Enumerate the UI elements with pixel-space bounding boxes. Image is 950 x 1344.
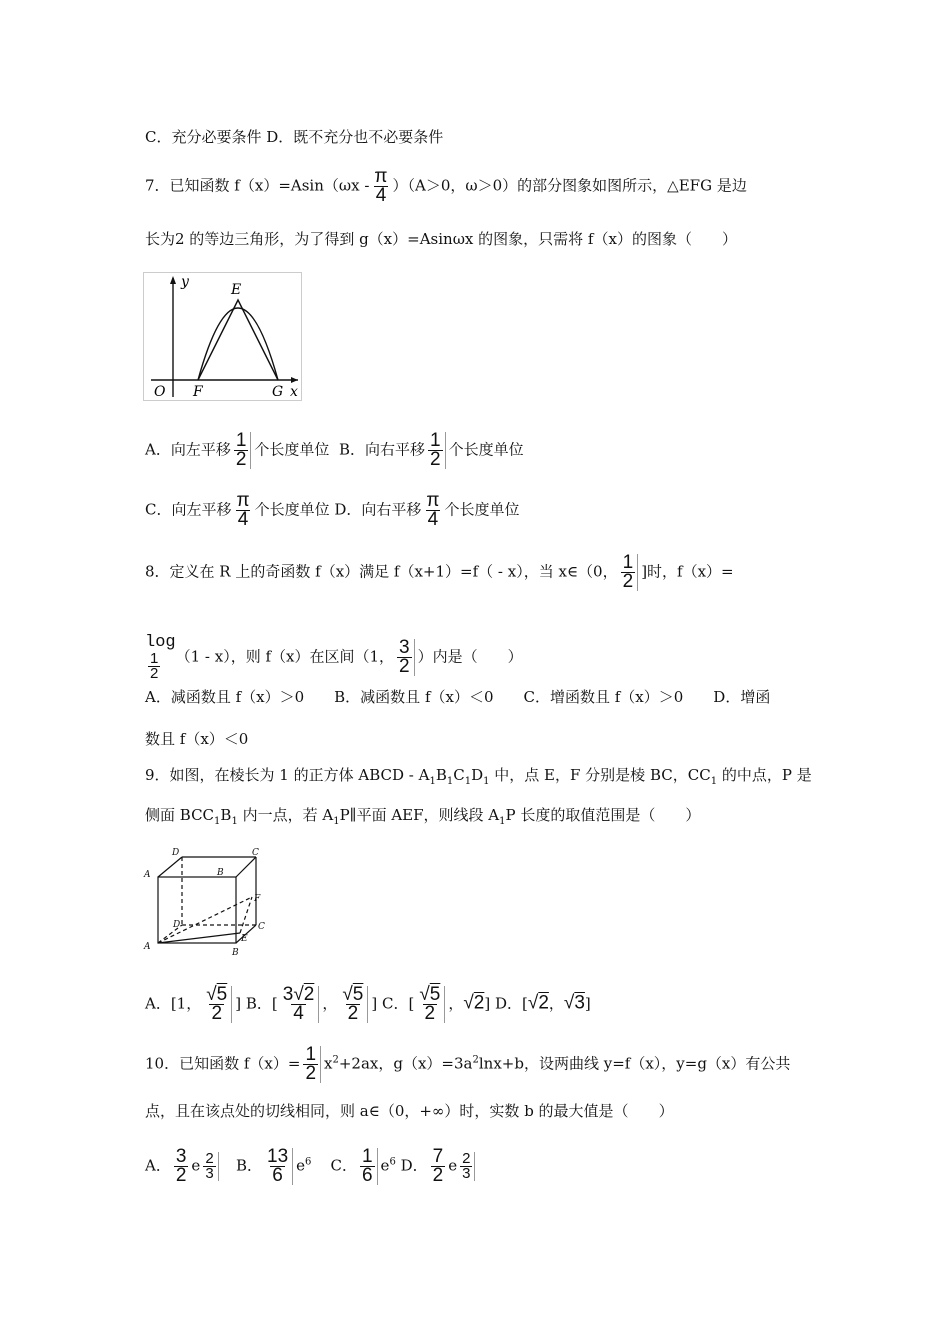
fraction-3sqrt2-over-4: $\frac{3√2}{4}$ <box>281 986 320 1023</box>
q9-options: A．[1， $\frac{√5}{2}$ ] B．[ $\frac{3√2}{4}$ ， $\frac{√5}{2}$ ] C．[ $\frac{√5}{2}$ ，√2] D．[√2，√3] <box>145 984 591 1024</box>
q7-stem-line2: 长为2 的等边三角形，为了得到 g（x）=Asinωx 的图象，只需将 f（x）的图象（ ） <box>145 230 737 248</box>
label-x: x <box>290 384 298 400</box>
fraction-sqrt5-over-2: $\frac{√5}{2}$ <box>204 986 232 1023</box>
fraction-one-half: $\frac{1}{2}$ <box>428 432 446 469</box>
svg-text:C: C <box>258 922 265 932</box>
q8-stem-line1: 8．定义在 R 上的奇函数 f（x）满足 f（x+1）=f（ - x），当 x∈（0， $\frac{1}{2}$ ]时，f（x）= <box>145 552 734 592</box>
svg-text:D: D <box>173 920 181 930</box>
fraction-sqrt5-over-2: $\frac{√5}{2}$ <box>340 986 368 1023</box>
svg-text:E: E <box>241 934 248 944</box>
exponent-2-over-3: $\frac{2}{3}$ <box>203 1152 218 1181</box>
q7-stem-line1: 7．已知函数 f（x）=Asin（ωx - $\frac{\pi}{4}$ ）（A＞0，ω＞0）的部分图象如图所示，△EFG 是边 <box>145 166 747 206</box>
q8-options-line1: A．减函数且 f（x）＞0 B．减函数且 f（x）＜0 C．增函数且 f（x）＞0 D．增函 <box>145 688 771 706</box>
q9-cube-figure <box>142 845 264 957</box>
q9-stem-line2: 侧面 $BCC_1B_1$ 内一点，若 $A_1P\parallel$平面 AEF，则线段 $A_1P$ 长度的取值范围是（ ） <box>145 806 701 827</box>
svg-text:A: A <box>144 870 151 880</box>
svg-text:C: C <box>252 848 259 858</box>
fraction-one-half: $\frac{1}{2}$ <box>621 554 639 591</box>
q7-options-cd: C．向左平移 $\frac{\pi}{4}$ 个长度单位 D．向右平移 $\frac{\pi}{4}$ 个长度单位 <box>145 490 520 530</box>
svg-text:D: D <box>172 848 180 858</box>
q8-options-line2: 数且 f（x）＜0 <box>145 730 249 748</box>
q10-options: A． $\frac{3}{2}$ e $\frac{2}{3}$ B． $\frac{13}{6}$ $e^6$ C． $\frac{1}{6}$ $e^6$ D． $\frac{7}{2}$ e $\frac{2}{3}$ <box>145 1148 478 1185</box>
q6-options-cd: C．充分必要条件 D．既不充分也不必要条件 <box>145 128 444 146</box>
fraction-1-over-6: $\frac{1}{6}$ <box>360 1148 378 1185</box>
log-base-half: log $\frac{1}{2}$ <box>145 633 176 682</box>
label-y: y <box>181 274 189 290</box>
q8-stem-line2: log $\frac{1}{2}$ （1 - x），则 f（x）在区间（1， $\frac{3}{2}$ ）内是（ ） <box>145 633 523 682</box>
label-g: G <box>272 384 284 400</box>
q7-graph-figure <box>143 272 303 402</box>
label-f: F <box>193 384 203 400</box>
fraction-3-over-2: $\frac{3}{2}$ <box>175 1146 187 1186</box>
fraction-sqrt5-over-2: $\frac{√5}{2}$ <box>417 986 445 1023</box>
fraction-pi-over-4: $\frac{\pi}{4}$ <box>236 490 250 530</box>
fraction-pi-over-4: $\frac{\pi}{4}$ <box>374 166 388 206</box>
fraction-three-halves: $\frac{3}{2}$ <box>397 639 415 676</box>
fraction-pi-over-4: $\frac{\pi}{4}$ <box>426 490 440 530</box>
q10-stem-line2: 点，且在该点处的切线相同，则 a∈（0，+∞）时，实数 b 的最大值是（ ） <box>145 1102 674 1120</box>
q7-options-ab: A．向左平移 $\frac{1}{2}$ 个长度单位 B．向右平移 $\frac{1}{2}$ 个长度单位 <box>145 430 524 470</box>
svg-text:A: A <box>144 942 151 952</box>
label-e: E <box>231 282 242 298</box>
q9-stem-line1: 9．如图，在棱长为 1 的正方体 ABCD - $A_1B_1C_1D_1$ 中，点 E，F 分别是棱 BC，$CC_1$ 的中点，P 是 <box>145 766 812 787</box>
svg-text:F: F <box>254 894 261 904</box>
exponent-2-over-3: $\frac{2}{3}$ <box>460 1152 475 1181</box>
cube-front-face <box>158 877 236 943</box>
fraction-one-half: $\frac{1}{2}$ <box>234 432 252 469</box>
fraction-one-half: $\frac{1}{2}$ <box>303 1046 321 1083</box>
svg-text:B: B <box>217 868 224 878</box>
q10-stem-line1: 10．已知函数 f（x）= $\frac{1}{2}$ $x^2+2ax$，$g(x)=3a^2\ln x+b$，设两曲线 y=f（x），y=g（x）有公共 <box>145 1044 791 1084</box>
figure-border <box>144 273 302 401</box>
fraction-13-over-6: $\frac{13}{6}$ <box>265 1148 293 1185</box>
svg-text:B: B <box>232 948 239 958</box>
label-o: O <box>154 384 166 400</box>
fraction-7-over-2: $\frac{7}{2}$ <box>432 1146 444 1186</box>
